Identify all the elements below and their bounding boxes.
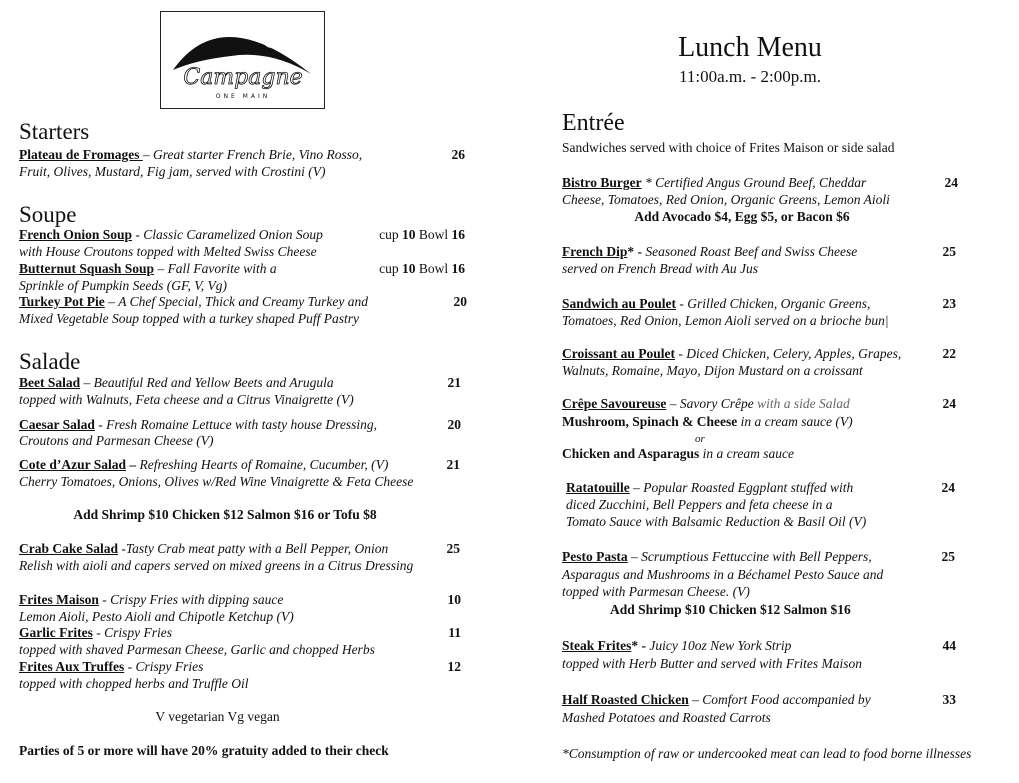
bowl-label: Bowl bbox=[415, 261, 452, 276]
separator: - bbox=[675, 346, 687, 361]
item-desc: Mashed Potatoes and Roasted Carrots bbox=[562, 710, 771, 725]
item-name: Steak Frites bbox=[562, 638, 632, 653]
item-price: 25 bbox=[446, 541, 460, 556]
separator: - bbox=[98, 592, 111, 607]
item-desc: topped with shaved Parmesan Cheese, Garlic and chopped Herbs bbox=[19, 642, 375, 657]
item-price: 44 bbox=[942, 638, 956, 653]
item-name: Butternut Squash Soup bbox=[19, 261, 155, 276]
cup-label: cup bbox=[379, 261, 402, 276]
separator: – bbox=[666, 396, 680, 411]
item-desc: Beautiful Red and Yellow Beets and Arugula bbox=[93, 375, 334, 390]
separator: - bbox=[118, 541, 126, 556]
item-desc: Crispy Fries bbox=[104, 625, 172, 640]
item-desc: Classic Caramelized Onion Soup bbox=[143, 227, 323, 242]
item-name: Beet Salad bbox=[19, 375, 81, 390]
option-name: Chicken and Asparagus bbox=[562, 446, 700, 461]
separator: * - bbox=[631, 638, 650, 653]
item-name: Frites Maison bbox=[19, 592, 99, 607]
separator: - bbox=[676, 296, 688, 311]
item-name: French Onion Soup bbox=[19, 227, 133, 242]
item-name: Croissant au Poulet bbox=[562, 346, 676, 361]
or-label: or bbox=[695, 433, 705, 445]
item-name: French Dip bbox=[562, 244, 628, 259]
item-desc: Sprinkle of Pumpkin Seeds (GF, V, Vg) bbox=[19, 278, 227, 293]
item-desc: Mixed Vegetable Soup topped with a turkey shaped Puff Pastry bbox=[19, 311, 360, 326]
cup-label: cup bbox=[379, 227, 402, 242]
item-price bbox=[340, 226, 465, 244]
item-desc: topped with Parmesan Cheese. (V) bbox=[562, 584, 750, 599]
item-price: 24 bbox=[942, 396, 956, 411]
item-addons: Add Avocado $4, Egg $5, or Bacon $6 bbox=[634, 209, 850, 224]
item-name: Crêpe Savoureuse bbox=[562, 396, 667, 411]
item-name: Half Roasted Chicken bbox=[562, 692, 689, 707]
item-name: Pesto Pasta bbox=[562, 549, 628, 564]
item-price: 23 bbox=[942, 296, 956, 311]
item-desc: Tomatoes, Red Onion, Lemon Aioli served on a brioche bun| bbox=[562, 313, 889, 328]
svg-text:ONE MAIN: ONE MAIN bbox=[215, 93, 271, 100]
item-desc: Relish with aioli and capers served on mixed greens in a Citrus Dressing bbox=[19, 558, 414, 573]
option-name: Mushroom, Spinach & Cheese bbox=[562, 414, 738, 429]
item-desc: topped with Walnuts, Feta cheese and a Citrus Vinaigrette (V) bbox=[19, 392, 354, 407]
separator: - bbox=[132, 227, 144, 242]
item-price: 12 bbox=[447, 659, 461, 674]
item-desc: Grilled Chicken, Organic Greens, bbox=[687, 296, 871, 311]
campagne-logo bbox=[160, 11, 325, 109]
bowl-label: Bowl bbox=[415, 227, 452, 242]
option-desc: in a cream sauce bbox=[699, 446, 795, 461]
item-desc: topped with Herb Butter and served with Frites Maison bbox=[562, 656, 862, 671]
item-price: 21 bbox=[447, 375, 461, 390]
item-desc: Refreshing Hearts of Romaine, Cucumber, (V) bbox=[139, 457, 389, 472]
bowl-price: 16 bbox=[451, 261, 465, 276]
item-price bbox=[340, 260, 465, 278]
item-price: 10 bbox=[447, 592, 461, 607]
item-name: Garlic Frites bbox=[19, 625, 93, 640]
section-heading-entree: Entrée bbox=[562, 110, 625, 136]
separator: – bbox=[80, 375, 94, 390]
option-desc: in a cream sauce (V) bbox=[737, 414, 853, 429]
item-desc: Crispy Fries with dipping sauce bbox=[110, 592, 284, 607]
menu-title: Lunch Menu bbox=[678, 32, 822, 63]
cup-price: 10 bbox=[401, 227, 416, 242]
item-desc: Tasty Crab meat patty with a Bell Pepper, Onion bbox=[125, 541, 389, 556]
item-desc: Tomato Sauce with Balsamic Reduction & Basil Oil (V) bbox=[566, 514, 867, 529]
bowl-price: 16 bbox=[451, 227, 465, 242]
item-name: Frites Aux Truffes bbox=[19, 659, 125, 674]
item-price: 24 bbox=[944, 175, 958, 190]
item-name: Bistro Burger bbox=[562, 175, 642, 190]
salad-addons: Add Shrimp $10 Chicken $12 Salmon $16 or Tofu $8 bbox=[73, 507, 377, 522]
separator: * bbox=[641, 175, 656, 190]
item-desc: A Chef Special, Thick and Creamy Turkey and bbox=[118, 294, 368, 309]
item-price: 11 bbox=[448, 625, 461, 640]
item-addons: Add Shrimp $10 Chicken $12 Salmon $16 bbox=[610, 602, 851, 617]
separator: – bbox=[104, 294, 119, 309]
item-price: 25 bbox=[941, 549, 955, 564]
item-desc: topped with chopped herbs and Truffle Oil bbox=[19, 676, 249, 691]
item-price: 33 bbox=[942, 692, 956, 707]
item-desc: diced Zucchini, Bell Peppers and feta cheese in a bbox=[566, 497, 833, 512]
item-desc: Croutons and Parmesan Cheese (V) bbox=[19, 433, 214, 448]
item-desc: Certified Angus Ground Beef, Cheddar bbox=[655, 175, 867, 190]
item-desc: Comfort Food accompanied by bbox=[702, 692, 871, 707]
item-name: Sandwich au Poulet bbox=[562, 296, 677, 311]
separator: – bbox=[627, 549, 642, 564]
separator: – bbox=[126, 457, 140, 472]
item-name: Plateau de Fromages bbox=[19, 147, 143, 162]
item-desc: Diced Chicken, Celery, Apples, Grapes, bbox=[686, 346, 902, 361]
menu-hours: 11:00a.m. - 2:00p.m. bbox=[679, 67, 821, 86]
item-desc: Scrumptious Fettuccine with Bell Peppers, bbox=[641, 549, 872, 564]
item-name: Caesar Salad bbox=[19, 417, 95, 432]
item-desc: with House Croutons topped with Melted Swiss Cheese bbox=[19, 244, 317, 259]
item-name: Ratatouille bbox=[566, 480, 630, 495]
item-desc: Cherry Tomatoes, Onions, Olives w/Red Wine Vinaigrette & Feta Cheese bbox=[19, 474, 414, 489]
separator: – bbox=[142, 147, 153, 162]
item-desc: Great starter French Brie, Vino Rosso, bbox=[152, 147, 363, 162]
svg-text:Campagne: Campagne bbox=[183, 65, 303, 90]
separator: – bbox=[688, 692, 703, 707]
section-heading-starters: Starters bbox=[19, 119, 90, 144]
separator: – bbox=[629, 480, 644, 495]
item-desc: Fresh Romaine Lettuce with tasty house Dressing, bbox=[106, 417, 377, 432]
diet-legend: V vegetarian Vg vegan bbox=[155, 709, 280, 724]
section-heading-soupe: Soupe bbox=[19, 202, 77, 227]
item-price: 25 bbox=[942, 244, 956, 259]
item-desc: Fruit, Olives, Mustard, Fig jam, served with Crostini (V) bbox=[19, 164, 326, 179]
item-desc: Cheese, Tomatoes, Red Onion, Organic Greens, Lemon Aioli bbox=[562, 192, 890, 207]
item-desc: served on French Bread with Au Jus bbox=[562, 261, 758, 276]
raw-meat-footnote: *Consumption of raw or undercooked meat can lead to food borne illnesses bbox=[562, 746, 972, 761]
entree-subtitle: Sandwiches served with choice of Frites Maison or side salad bbox=[562, 140, 895, 155]
item-desc: with a side Salad bbox=[757, 396, 850, 411]
gratuity-note: Parties of 5 or more will have 20% gratuity added to their check bbox=[19, 743, 389, 758]
item-name: Crab Cake Salad bbox=[19, 541, 119, 556]
item-desc: Asparagus and Mushrooms in a Béchamel Pesto Sauce and bbox=[562, 567, 884, 582]
section-heading-salade: Salade bbox=[19, 349, 81, 374]
separator: - bbox=[94, 417, 107, 432]
item-name: Cote d’Azur Salad bbox=[19, 457, 127, 472]
separator: - bbox=[124, 659, 136, 674]
item-desc: Juicy 10oz New York Strip bbox=[649, 638, 792, 653]
item-price: 26 bbox=[451, 147, 465, 162]
item-desc: Crispy Fries bbox=[135, 659, 204, 674]
item-desc: Popular Roasted Eggplant stuffed with bbox=[643, 480, 854, 495]
item-desc: Lemon Aioli, Pesto Aioli and Chipotle Ketchup (V) bbox=[19, 609, 294, 624]
item-desc: Walnuts, Romaine, Mayo, Dijon Mustard on a croissant bbox=[562, 363, 863, 378]
separator: – bbox=[154, 261, 168, 276]
item-desc: Savory Crêpe bbox=[679, 396, 754, 411]
item-price: 21 bbox=[446, 457, 460, 472]
item-price: 22 bbox=[942, 346, 956, 361]
logo-dome-icon bbox=[161, 12, 324, 108]
cup-price: 10 bbox=[401, 261, 416, 276]
separator: * - bbox=[627, 244, 646, 259]
separator: - bbox=[92, 625, 105, 640]
item-name: Turkey Pot Pie bbox=[19, 294, 105, 309]
item-desc: Fall Favorite with a bbox=[167, 261, 277, 276]
item-price: 20 bbox=[453, 294, 467, 309]
item-price: 24 bbox=[941, 480, 955, 495]
item-price: 20 bbox=[447, 417, 461, 432]
item-desc: Seasoned Roast Beef and Swiss Cheese bbox=[645, 244, 858, 259]
